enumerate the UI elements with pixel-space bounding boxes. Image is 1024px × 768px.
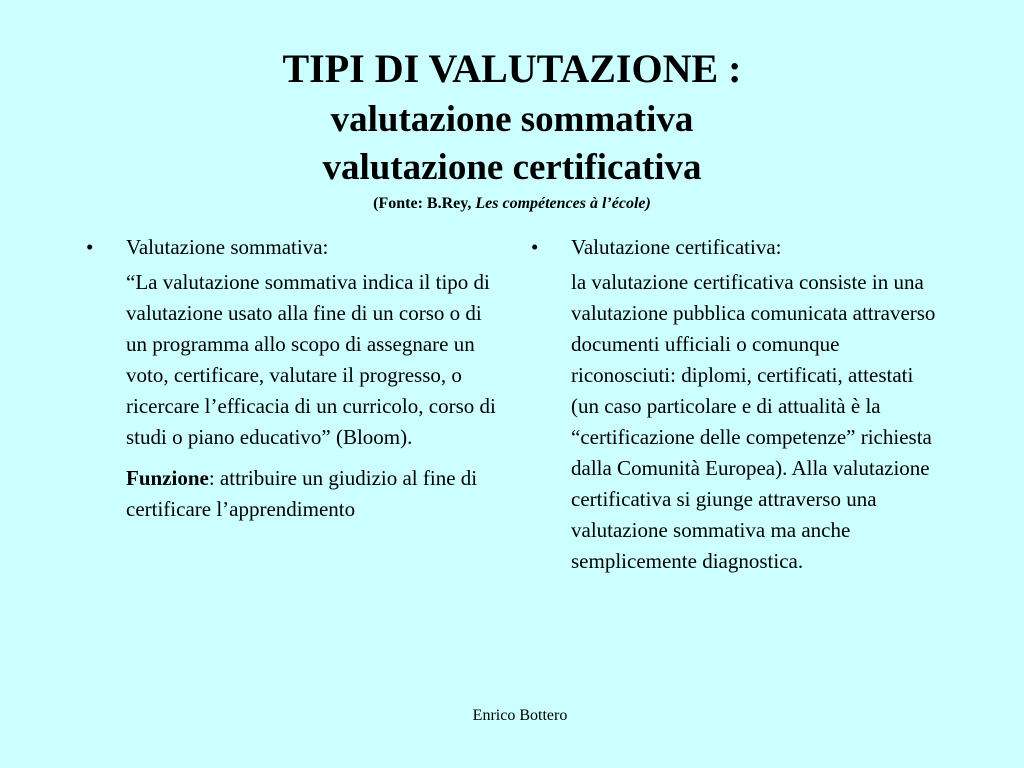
right-body: la valutazione certificativa consiste in una valutazione pubblica comunicata attraverso documenti ufficiali o comunque riconosciuti: diplomi, certificati, attestati (un caso particolare e di attualità è la “certificazione delle competenze” richiesta dalla Comunità Europea). Alla valutazione certificativa si giunge attraverso una valutazione sommativa ma anche semplicemente diagnostica. — [571, 270, 936, 573]
bullet-icon: • — [86, 235, 94, 259]
bullet-icon: • — [531, 235, 539, 259]
source-italic: Les compétences à l’école) — [475, 195, 651, 212]
title-main: TIPI DI VALUTAZIONE : — [282, 46, 742, 91]
right-column — [531, 232, 941, 577]
footer-author: Enrico Bottero — [472, 707, 568, 724]
title-source — [0, 194, 1024, 214]
left-function — [86, 463, 506, 525]
source-prefix: (Fonte: B.Rey, — [373, 195, 476, 212]
slide-title — [0, 42, 1024, 214]
function-label: Funzione — [126, 466, 209, 490]
right-bullet-heading — [531, 232, 941, 263]
function-text: : attribuire un giudizio al fine di certificare l’apprendimento — [126, 466, 478, 521]
left-heading: Valutazione sommativa: — [126, 235, 329, 259]
right-heading: Valutazione certificativa: — [571, 235, 782, 259]
title-subtitle-sommativa: valutazione sommativa — [330, 99, 694, 140]
left-column — [86, 232, 506, 525]
title-subtitle-certificativa: valutazione certificativa — [322, 147, 702, 188]
left-bullet-heading — [86, 232, 506, 263]
left-quote: “La valutazione sommativa indica il tipo di valutazione usato alla fine di un corso o di un programma allo scopo di assegnare un voto, certificare, valutare il progresso, o ricercare l’efficacia di un curricolo, corso di studi o piano educativo” (Bloom). — [126, 270, 496, 449]
